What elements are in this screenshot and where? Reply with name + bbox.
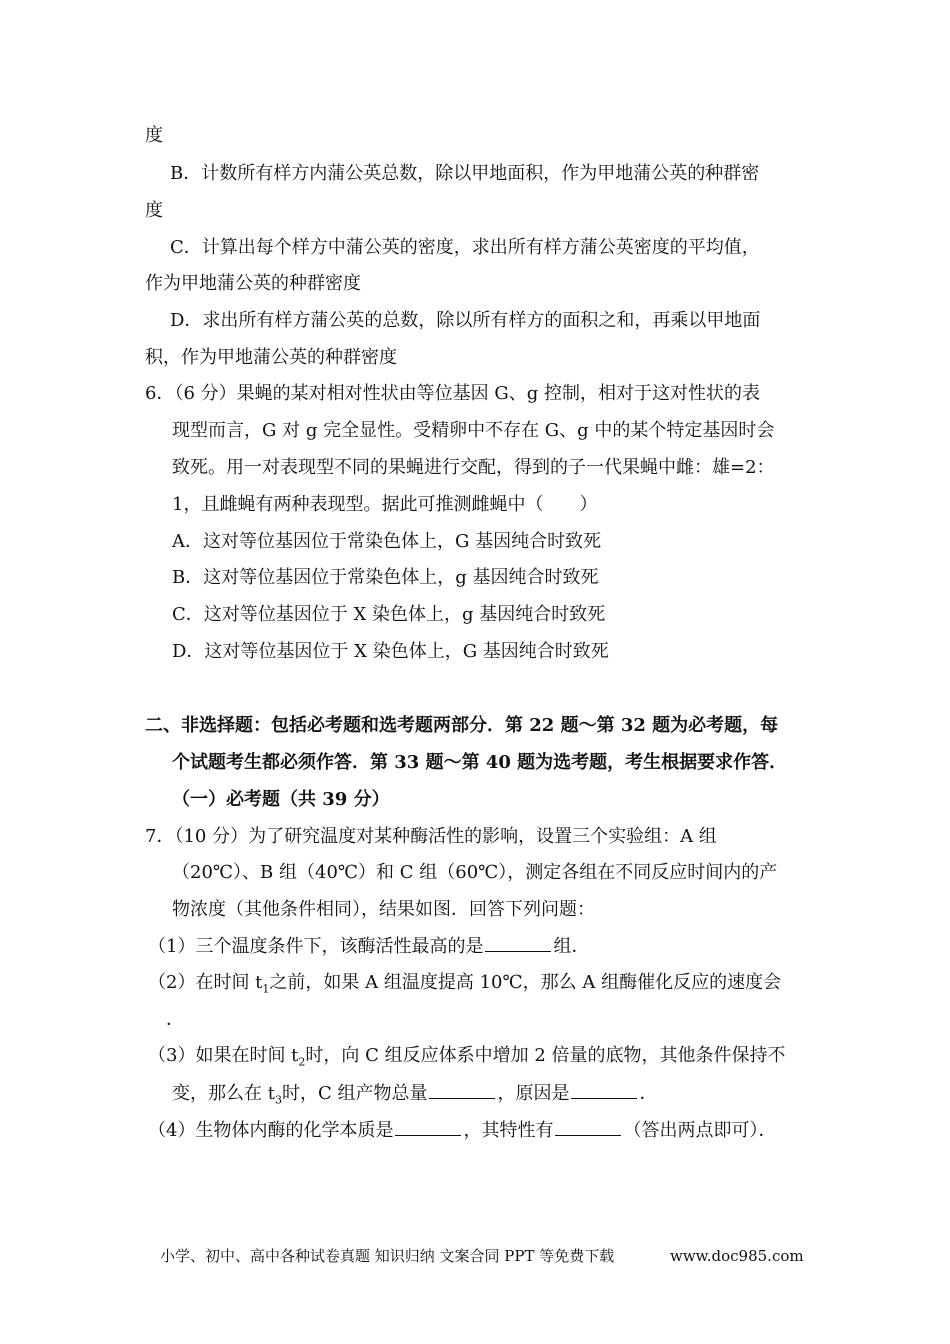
answer-blank[interactable]: [395, 1118, 461, 1136]
sub-question-4: （4）生物体内酶的化学本质是 ，其特性有 （答出两点即可）．: [148, 1120, 777, 1141]
text-line: 变，那么在 $t_3$时，C 组产物总量 ，原因是 ．: [172, 1083, 658, 1107]
sub-question-2: （2）在时间 $t_1$之前，如果 A 组温度提高 10℃，那么 A 组酶催化反应的速度会: [148, 972, 782, 996]
answer-blank[interactable]: [429, 1081, 495, 1099]
text-line: ．: [166, 1009, 184, 1030]
question-stem: （20℃）、B 组（40℃）和 C 组（60℃），测定各组在不同反应时间内的产: [172, 862, 778, 883]
option-b: B．计数所有样方内蒲公英总数，除以甲地面积，作为甲地蒲公英的种群密: [170, 163, 760, 184]
answer-blank[interactable]: [571, 1081, 637, 1099]
question-stem: 现型而言，G 对 g 完全显性。受精卵中不存在 G、g 中的某个特定基因时会: [172, 420, 775, 441]
question-stem: 6．（6 分）果蝇的某对相对性状由等位基因 G、g 控制，相对于这对性状的表: [145, 383, 760, 404]
option-d: D．这对等位基因位于 X 染色体上，G 基因纯合时致死: [172, 641, 609, 662]
question-stem: 1，且雌蝇有两种表现型。据此可推测雌蝇中（ ）: [172, 494, 598, 515]
footer-text: 小学、初中、高中各种试卷真题 知识归纳 文案合同 PPT 等免费下载: [160, 1247, 615, 1265]
subsection-title: （一）必考题（共 39 分）: [172, 789, 390, 810]
text-line: 度: [145, 200, 163, 221]
answer-blank[interactable]: [485, 934, 551, 952]
text-line: 作为甲地蒲公英的种群密度: [145, 273, 361, 294]
sub-question-1: （1）三个温度条件下，该酶活性最高的是 组．: [148, 936, 590, 957]
question-stem: 7．（10 分）为了研究温度对某种酶活性的影响，设置三个实验组：A 组: [145, 826, 717, 847]
section-title: 个试题考生都必须作答．第 33 题～第 40 题为选考题，考生根据要求作答．: [172, 752, 788, 773]
section-title: 二、非选择题：包括必考题和选考题两部分．第 22 题～第 32 题为必考题，每: [145, 715, 779, 736]
question-stem: 致死。用一对表现型不同的果蝇进行交配，得到的子一代果蝇中雌：雄=2：: [172, 457, 775, 478]
option-d: D．求出所有样方蒲公英的总数，除以所有样方的面积之和，再乘以甲地面: [170, 310, 761, 331]
text-line: 度: [145, 125, 163, 146]
question-stem: 物浓度（其他条件相同），结果如图．回答下列问题：: [172, 899, 595, 920]
option-c: C．计算出每个样方中蒲公英的密度，求出所有样方蒲公英密度的平均值，: [170, 237, 760, 258]
sub-question-3: （3）如果在时间 $t_2$时，向 C 组反应体系中增加 2 倍量的底物，其他条件保持不: [148, 1045, 786, 1069]
text-line: 积，作为甲地蒲公英的种群密度: [145, 347, 397, 368]
footer-link[interactable]: www.doc985.com: [670, 1247, 804, 1265]
option-a: A．这对等位基因位于常染色体上，G 基因纯合时致死: [172, 531, 602, 552]
option-b: B．这对等位基因位于常染色体上，g 基因纯合时致死: [172, 567, 599, 588]
answer-blank[interactable]: [555, 1118, 621, 1136]
option-c: C．这对等位基因位于 X 染色体上，g 基因纯合时致死: [172, 604, 606, 625]
